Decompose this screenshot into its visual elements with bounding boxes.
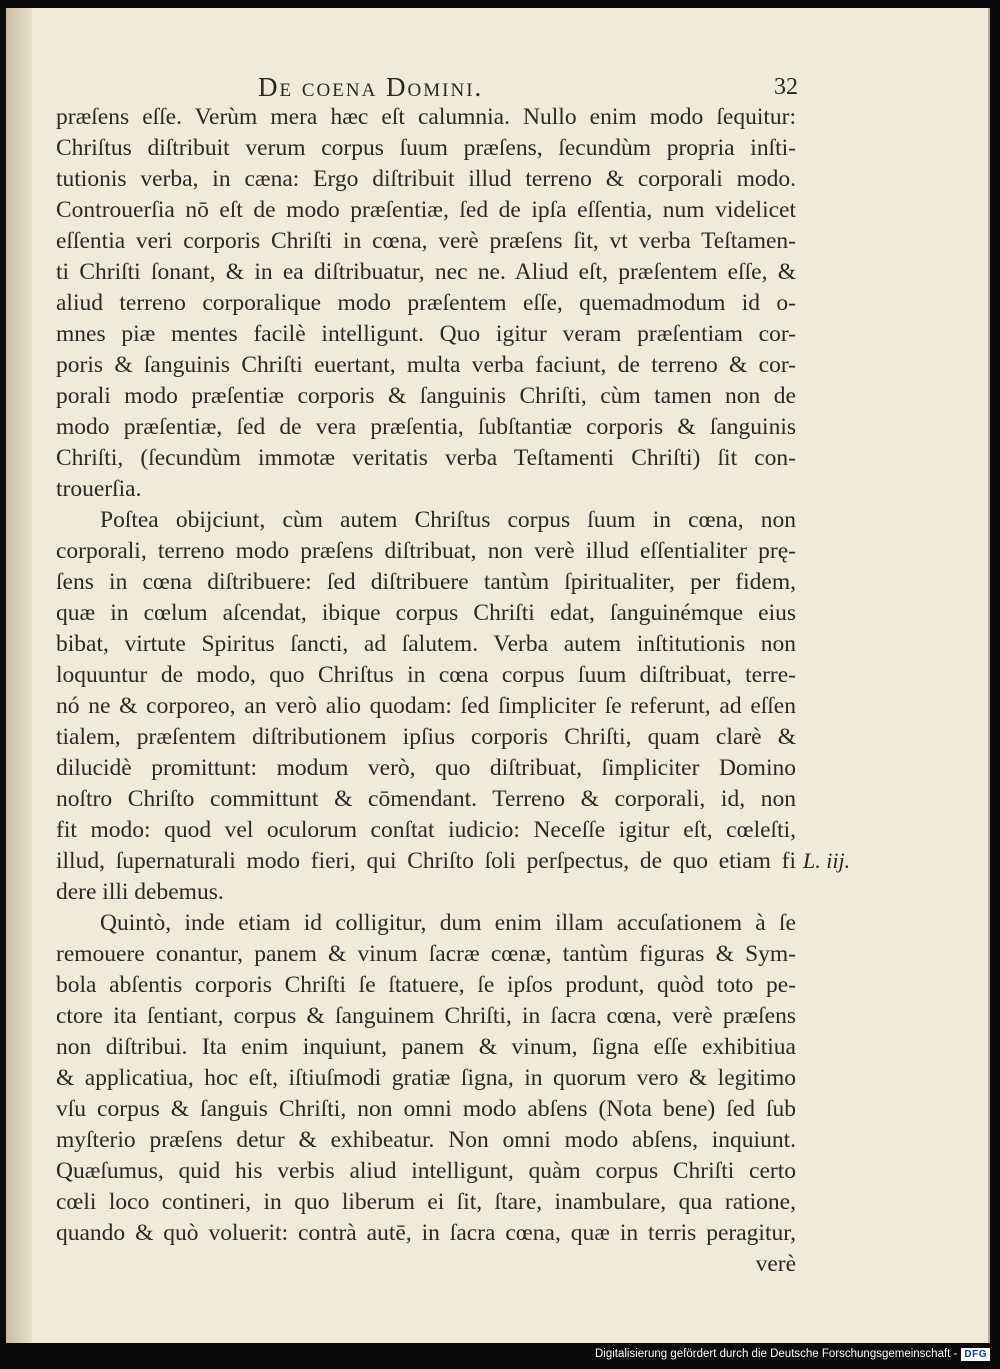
book-page — [6, 8, 990, 1343]
dfg-logo: DFG — [961, 1348, 990, 1361]
text-line: & applicatiua, hoc eſt, iſtiuſmodi gratiæ ſigna, in quorum vero & legitimo — [56, 1065, 796, 1091]
text-line: bola abſentis corporis Chriſti ſe ſtatuere, ſe ipſos produnt, quòd toto pe- — [56, 972, 796, 998]
text-line: loquuntur de modo, quo Chriſtus in cœna corpus ſuum diſtribuat, terre- — [56, 662, 796, 688]
running-title: De coena Domini. — [258, 72, 484, 102]
text-line: Quintò, inde etiam id colligitur, dum enim illam accuſationem à ſe — [100, 910, 796, 936]
text-line: præſens eſſe. Verùm mera hæc eſt calumnia. Nullo enim modo ſequitur: — [56, 104, 796, 130]
text-line: dilucidè promittunt: modum verò, quo diſtribuat, ſimpliciter Domino — [56, 755, 796, 781]
text-line: mnes piæ mentes facilè intelligunt. Quo igitur veram præſentiam cor- — [56, 321, 796, 347]
footer-credit-text: Digitalisierung gefördert durch die Deutsche Forschungsgemeinschaft - — [594, 1348, 958, 1360]
text-line: Controuerſia nō eſt de modo præſentiæ, ſed de ipſa eſſentia, num videlicet — [56, 197, 796, 223]
text-line: tialem, præſentem diſtributionem ipſius corporis Chriſti, quam clarè & — [56, 724, 796, 750]
text-line: Quæſumus, quid his verbis aliud intelligunt, quàm corpus Chriſti certo — [56, 1158, 796, 1184]
text-line: cœli loco contineri, in quo liberum ei ſit, ſtare, inambulare, qua ratione, — [56, 1189, 796, 1215]
text-line: Poſtea obijciunt, cùm autem Chriſtus corpus ſuum in cœna, non — [100, 507, 796, 533]
text-line: poris & ſanguinis Chriſti euertant, multa verba faciunt, de terreno & cor- — [56, 352, 796, 378]
page-number: 32 — [774, 74, 798, 100]
text-line: aliud terreno corporalique modo præſentem eſſe, quemadmodum id o- — [56, 290, 796, 316]
marginal-signature-note: L. iij. — [803, 848, 851, 873]
text-line: bibat, virtute Spiritus ſancti, ad ſalutem. Verba autem inſtitutionis non — [56, 631, 796, 657]
text-line: corporali, terreno modo præſens diſtribuat, non verè illud eſſentialiter prę- — [56, 538, 796, 564]
text-line: remouere conantur, panem & vinum ſacræ cœnæ, tantùm figuras & Sym- — [56, 941, 796, 967]
digitization-footer — [595, 1345, 990, 1363]
text-line: vſu corpus & ſanguis Chriſti, non omni modo abſens (Nota bene) ſed ſub — [56, 1096, 796, 1122]
text-line: fit modo: quod vel oculorum conſtat iudicio: Neceſſe igitur eſt, cœleſti, — [56, 817, 796, 843]
body-text — [6, 8, 988, 1343]
text-line: noſtro Chriſto committunt & cōmendant. Terreno & corporali, id, non — [56, 786, 796, 812]
text-line: dere illi debemus. — [56, 879, 224, 905]
text-line: quando & quò voluerit: contrà autē, in ſacra cœna, quæ in terris peragitur, — [56, 1220, 796, 1246]
text-line: ti Chriſti ſonant, & in ea diſtribuatur, nec ne. Aliud eſt, præſentem eſſe, & — [56, 259, 796, 285]
text-line: eſſentia veri corporis Chriſti in cœna, verè præſens ſit, vt verba Teſtamen- — [56, 228, 796, 254]
text-line: Chriſti, (ſecundùm immotæ veritatis verba Teſtamenti Chriſti) ſit con- — [56, 445, 796, 471]
text-line: modo præſentiæ, ſed de vera præſentia, ſubſtantiæ corporis & ſanguinis — [56, 414, 796, 440]
text-line: Chriſtus diſtribuit verum corpus ſuum præſens, ſecundùm propria inſti- — [56, 135, 796, 161]
text-line: non diſtribui. Ita enim inquiunt, panem & vinum, ſigna eſſe exhibitiua — [56, 1034, 796, 1060]
catchword: verè — [755, 1251, 796, 1277]
text-line: porali modo præſentiæ corporis & ſanguinis Chriſti, cùm tamen non de — [56, 383, 796, 409]
text-line: ctore ita ſentiant, corpus & ſanguinem Chriſti, in ſacra cœna, verè præſens — [56, 1003, 796, 1029]
text-line: illud, ſupernaturali modo fieri, qui Chriſto ſoli perſpectus, de quo etiam fi — [56, 848, 796, 874]
text-line: tutionis verba, in cæna: Ergo diſtribuit illud terreno & corporali modo. — [56, 166, 796, 192]
text-line: ſens in cœna diſtribuere: ſed diſtribuere tantùm ſpiritualiter, per fidem, — [56, 569, 796, 595]
text-line: quæ in cœlum aſcendat, ibique corpus Chriſti edat, ſanguinémque eius — [56, 600, 796, 626]
text-line: nó ne & corporeo, an verò alio quodam: ſed ſimpliciter ſe referunt, ad eſſen — [56, 693, 796, 719]
text-line: trouerſia. — [56, 476, 142, 502]
text-line: myſterio præſens detur & exhibeatur. Non omni modo abſens, inquiunt. — [56, 1127, 796, 1153]
